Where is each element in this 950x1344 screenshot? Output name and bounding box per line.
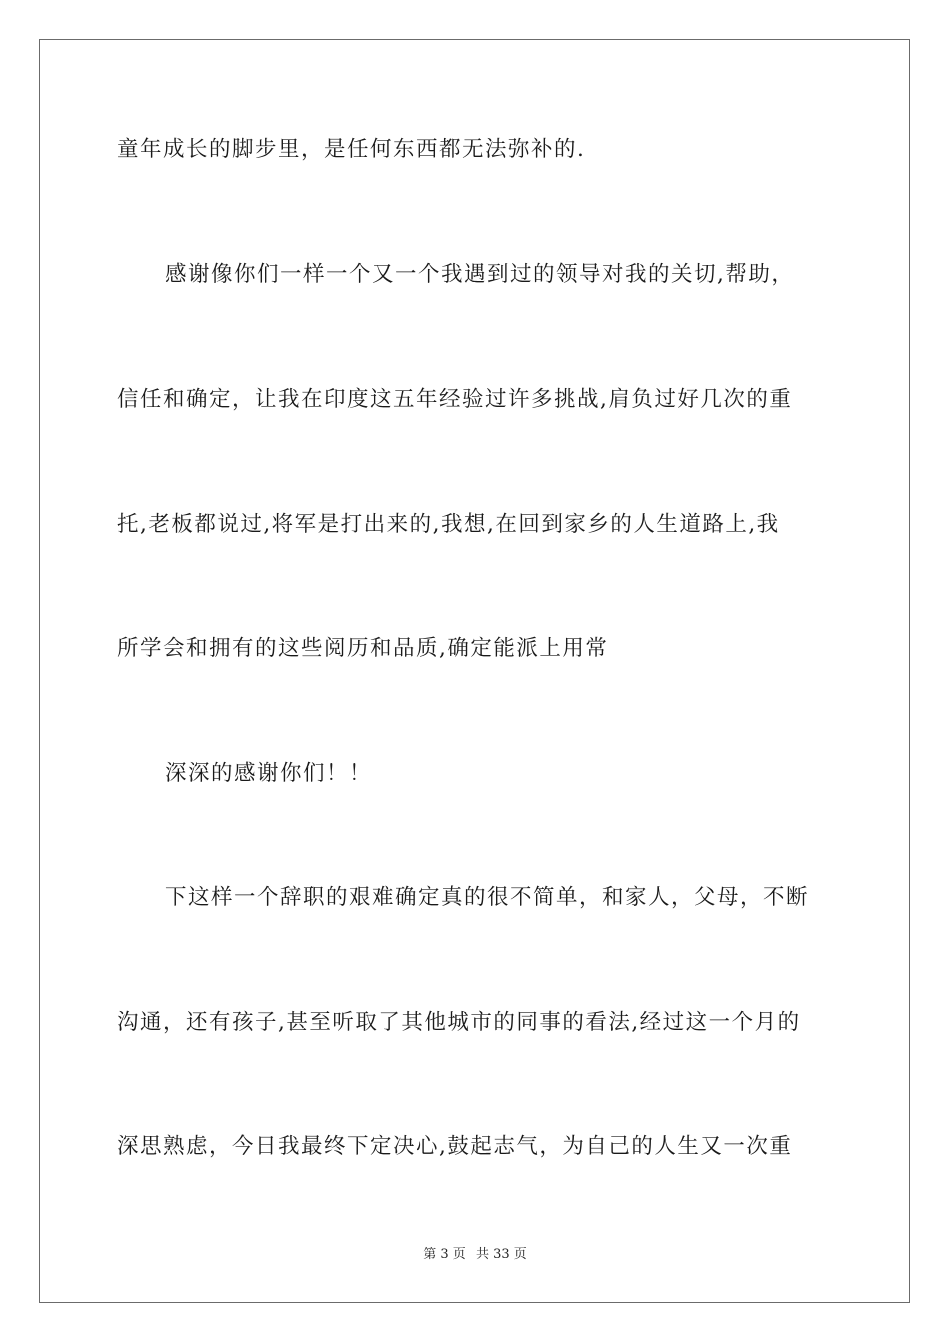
text-line-7: 下这样一个辞职的艰难确定真的很不简单，和家人，父母，不断 bbox=[165, 885, 810, 910]
text-line-4: 托,老板都说过,将军是打出来的,我想,在回到家乡的人生道路上,我 bbox=[117, 512, 780, 537]
page-frame bbox=[39, 39, 910, 1303]
page-footer bbox=[0, 1248, 950, 1261]
text-line-1: 童年成长的脚步里，是任何东西都无法弥补的. bbox=[117, 137, 586, 162]
text-line-2: 感谢像你们一样一个又一个我遇到过的领导对我的关切,帮助， bbox=[165, 262, 795, 287]
text-line-5: 所学会和拥有的这些阅历和品质,确定能派上用常 bbox=[117, 636, 609, 661]
page-number: 第 3 页 bbox=[423, 1247, 466, 1262]
text-line-3: 信任和确定，让我在印度这五年经验过许多挑战,肩负过好几次的重 bbox=[117, 387, 793, 412]
text-line-9: 深思熟虑，今日我最终下定决心,鼓起志气，为自己的人生又一次重 bbox=[117, 1134, 793, 1159]
page-total: 共 33 页 bbox=[475, 1247, 527, 1262]
text-line-8: 沟通，还有孩子,甚至听取了其他城市的同事的看法,经过这一个月的 bbox=[117, 1010, 801, 1035]
text-line-6: 深深的感谢你们！！ bbox=[165, 761, 373, 786]
